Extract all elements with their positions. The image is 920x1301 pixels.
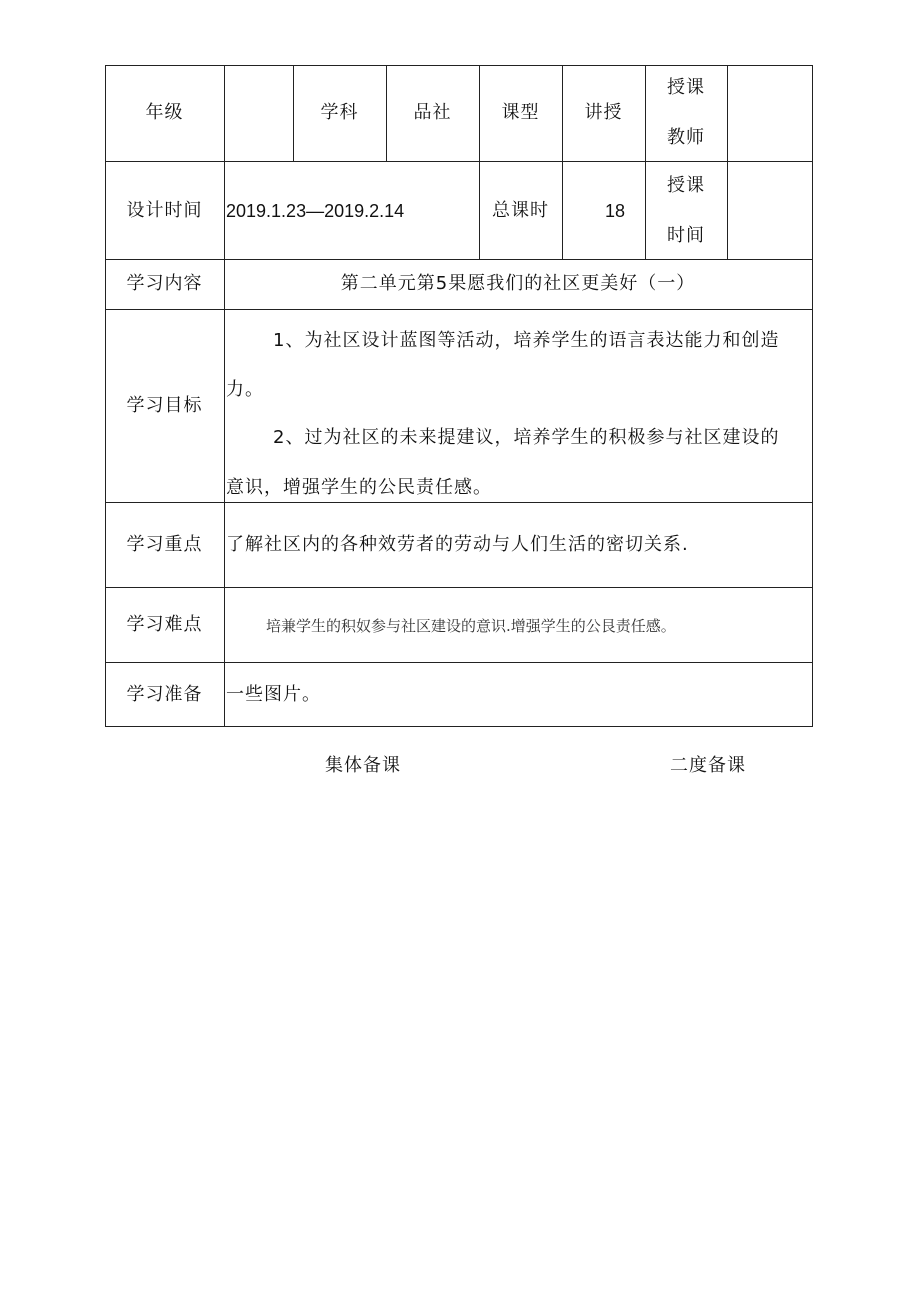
row-divider <box>105 587 813 588</box>
lesson-type-label: 课型 <box>501 102 540 123</box>
total-hours-value: 18 <box>604 201 626 221</box>
second-prep-heading: 二度备课 <box>670 755 746 776</box>
subject-value: 品社 <box>413 102 452 123</box>
goals-label: 学习目标 <box>126 395 203 416</box>
row-divider <box>105 662 813 663</box>
focus-label: 学习重点 <box>126 534 203 555</box>
collective-prep-heading: 集体备课 <box>325 755 401 776</box>
design-time-label: 设计时间 <box>126 200 203 221</box>
col-divider <box>562 65 563 259</box>
lesson-type-value: 讲授 <box>584 102 623 123</box>
difficulty-value: 培兼学生的积奴参与社区建设的意识.增强学生的公艮责任感。 <box>266 617 676 635</box>
content-label: 学习内容 <box>126 273 203 294</box>
label-column-divider <box>224 65 225 727</box>
prep-value: 一些图片。 <box>226 684 321 705</box>
row-divider <box>105 309 813 310</box>
class-time-label-line2: 时间 <box>667 225 705 246</box>
difficulty-label: 学习难点 <box>126 614 203 635</box>
content-value: 第二单元第5果愿我们的社区更美好（一） <box>340 273 696 294</box>
design-time-value: 2019.1.23—2019.2.14 <box>226 201 405 221</box>
row-divider <box>105 259 813 260</box>
goal-1-line1: 1、为社区设计蓝图等活动，培养学生的语言表达能力和创造 <box>273 330 780 351</box>
table-border-top <box>105 65 813 66</box>
row-divider <box>105 161 813 162</box>
table-border-right <box>812 65 813 727</box>
subject-label: 学科 <box>320 102 359 123</box>
prep-label: 学习准备 <box>126 684 203 705</box>
goal-2-line1: 2、过为社区的未来提建议，培养学生的积极参与社区建设的 <box>273 427 780 448</box>
table-border-bottom <box>105 726 813 727</box>
teacher-label-line2: 教师 <box>667 127 705 148</box>
row-divider <box>105 502 813 503</box>
focus-value: 了解社区内的各种效劳者的劳动与人们生活的密切关系. <box>226 534 689 555</box>
grade-label: 年级 <box>145 102 184 123</box>
col-divider <box>479 65 480 259</box>
teacher-label-line1: 授课 <box>667 77 705 98</box>
goal-2-line2: 意识，增强学生的公民责任感。 <box>226 477 492 498</box>
class-time-label-line1: 授课 <box>667 175 705 196</box>
total-hours-label: 总课时 <box>492 200 549 221</box>
col-divider <box>727 65 728 259</box>
goal-1-line2: 力。 <box>226 379 264 400</box>
